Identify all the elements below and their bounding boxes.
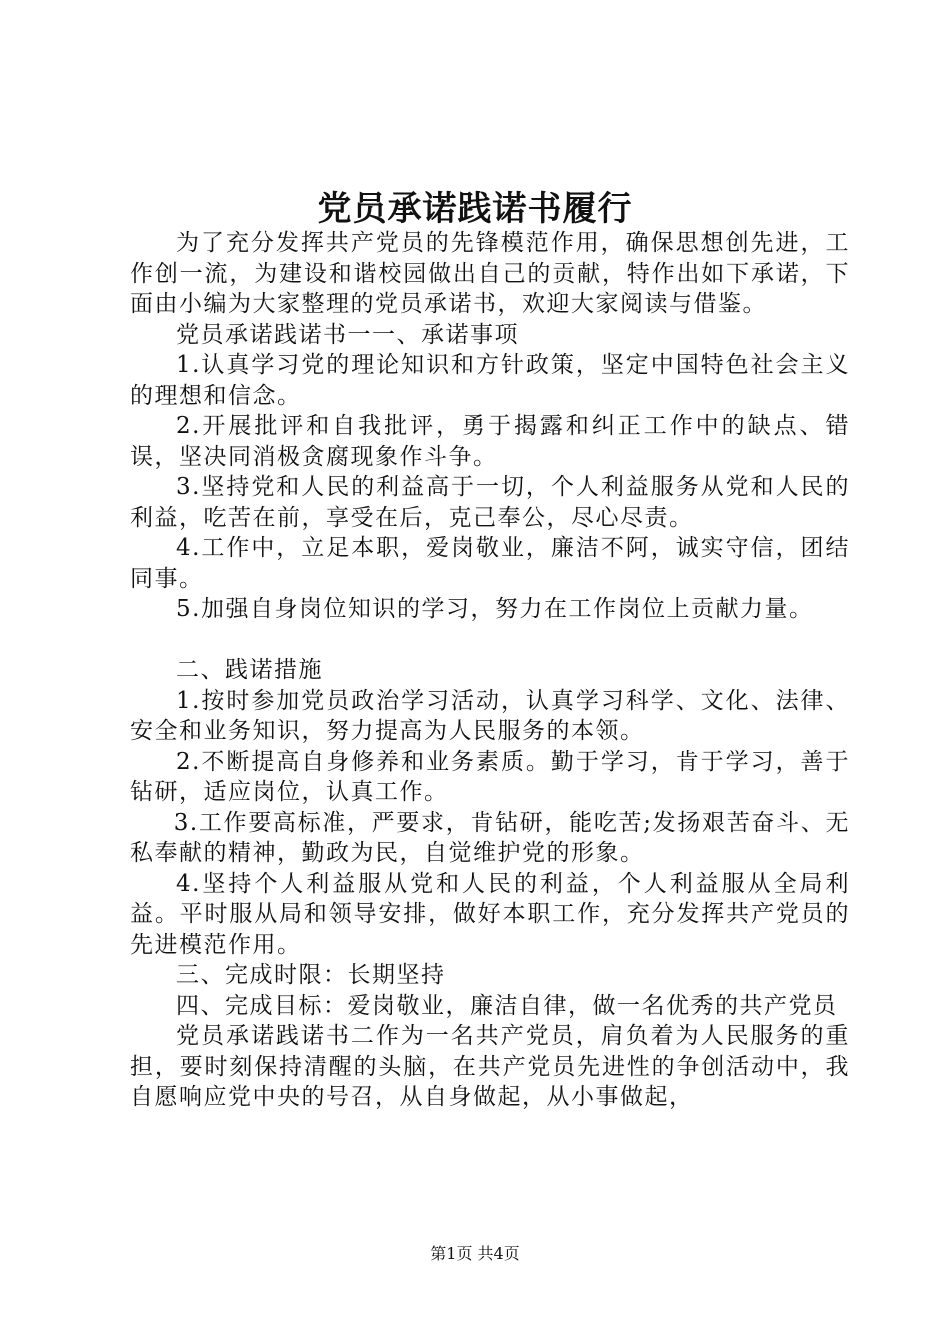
section-heading-goal: 四、完成目标：爱岗敬业，廉洁自律，做一名优秀的共产党员 — [176, 992, 838, 1019]
intro-paragraph: 为了充分发挥共产党员的先锋模范作用，确保思想创先进，工作创一流，为建设和谐校园做出自己的贡献，特作出如下承诺，下面由小编为大家整理的党员承诺书，欢迎大家阅读与借鉴。 — [130, 230, 850, 317]
commitment-item-1: 1.认真学习党的理论知识和方针政策，坚定中国特色社会主义的理想和信念。 — [130, 352, 850, 409]
blank-line — [130, 625, 850, 656]
measure-item-1: 1.按时参加党员政治学习活动，认真学习科学、文化、法律、安全和业务知识，努力提高为人民服务的本领。 — [130, 687, 850, 744]
measure-item-3: 3.工作要高标准，严要求，肯钻研，能吃苦;发扬艰苦奋斗、无私奉献的精神，勤政为民，自觉维护党的形象。 — [130, 809, 850, 866]
second-commitment-paragraph: 党员承诺践诺书二作为一名共产党员，肩负着为人民服务的重担，要时刻保持清醒的头脑，在共产党员先进性的争创活动中，我自愿响应党中央的号召，从自身做起，从小事做起， — [130, 1023, 850, 1110]
section-heading-commitments: 党员承诺践诺书一一、承诺事项 — [176, 321, 519, 348]
commitment-item-3: 3.坚持党和人民的利益高于一切，个人利益服务从党和人民的利益，吃苦在前，享受在后，克己奉公，尽心尽责。 — [130, 474, 850, 531]
page-footer: 第1页 共4页 — [430, 1244, 520, 1263]
commitment-item-5: 5.加强自身岗位知识的学习，努力在工作岗位上贡献力量。 — [176, 596, 814, 622]
page-title: 党员承诺践诺书履行 — [317, 189, 633, 229]
measure-item-2: 2.不断提高自身修养和业务素质。勤于学习，肯于学习，善于钻研，适应岗位，认真工作。 — [130, 748, 850, 805]
commitment-item-4: 4.工作中，立足本职，爱岗敬业，廉洁不阿，诚实守信，团结同事。 — [130, 535, 850, 592]
section-heading-deadline: 三、完成时限：长期坚持 — [176, 962, 446, 988]
measure-item-4: 4.坚持个人利益服从党和人民的利益，个人利益服从全局利益。平时服从局和领导安排，做好本职工作，充分发挥共产党员的先进模范作用。 — [130, 870, 850, 958]
document-body — [130, 228, 850, 1113]
commitment-item-2: 2.开展批评和自我批评，勇于揭露和纠正工作中的缺点、错误，坚决同消极贪腐现象作斗争。 — [130, 413, 850, 470]
section-heading-measures: 二、践诺措施 — [176, 657, 323, 683]
